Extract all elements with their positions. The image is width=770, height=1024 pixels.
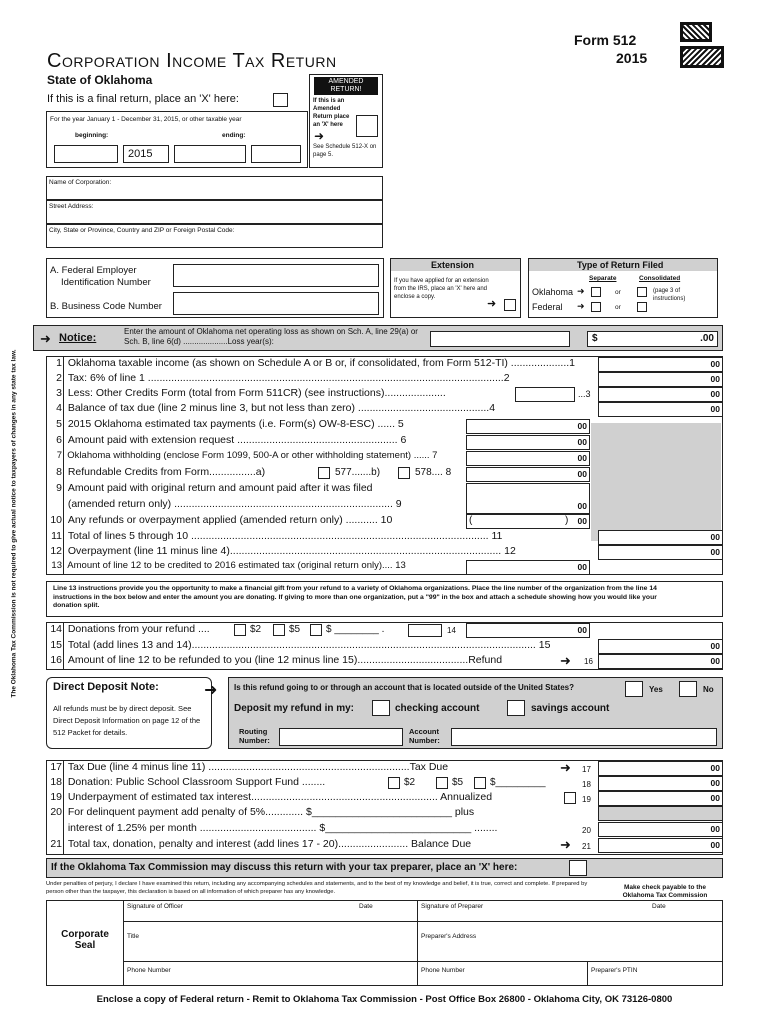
checking-label: checking account [395, 703, 480, 714]
savings-checkbox[interactable] [507, 700, 525, 716]
line-20 [50, 806, 595, 823]
no-label: No [703, 685, 714, 694]
school-5-checkbox[interactable] [436, 777, 448, 789]
line-num: 4 [56, 402, 62, 414]
line-num: 18 [50, 776, 62, 788]
ok-consolidated-checkbox[interactable] [637, 287, 647, 297]
line-19-amount[interactable] [598, 791, 723, 806]
side-note: The Oklahoma Tax Commission is not required to give actual notice to taxpayers of changes in any state tax law. [10, 349, 18, 698]
line-num: 10 [50, 514, 62, 526]
arrow-icon: ➜ [577, 286, 585, 296]
line-20b [50, 822, 580, 839]
yes-label: Yes [649, 685, 663, 694]
arrow-icon: ➜ [560, 837, 571, 852]
cents: 00 [577, 453, 587, 463]
donation-5-label: $5 [289, 624, 301, 635]
form-title: Corporation Income Tax Return [47, 50, 337, 72]
cents: 00 [710, 404, 720, 414]
tax-year-text: For the year January 1 - December 31, 2015, or other taxable year [50, 116, 242, 123]
donation-5-checkbox[interactable] [273, 624, 285, 636]
line-6 [50, 434, 465, 451]
line-3-amount[interactable] [598, 387, 723, 402]
end-date-input[interactable] [174, 145, 246, 163]
line-text: 2015 Oklahoma estimated tax payments (i.e. Form(s) OW-8-ESC) ...... 5 [67, 418, 404, 430]
extension-text: If you have applied for an extension from the IRS, place an 'X' here and enclose a copy. [394, 278, 489, 300]
line-5 [50, 418, 465, 435]
return-type-note: (page 3 of instructions) [653, 288, 686, 302]
line-text: Donation: Public School Classroom Support Fund ........ [67, 776, 326, 788]
routing-input[interactable] [279, 728, 403, 746]
beginning-label: beginning: [75, 132, 109, 139]
or-label: or [615, 289, 621, 296]
line-text: Amount of line 12 to be refunded to you (line 12 minus line 15)......................................Refund [67, 654, 503, 666]
amended-text: If this is an Amended Return place an 'X' here [313, 98, 350, 128]
corp-name-label: Name of Corporation: [49, 179, 112, 186]
cents: 00 [710, 547, 720, 557]
line-18-amount[interactable] [598, 776, 723, 791]
cents: 00 [577, 516, 587, 526]
line-21-num: 21 [582, 842, 591, 851]
line-17-amount[interactable] [598, 761, 723, 776]
preparer-question-bar [46, 858, 723, 878]
line-num: 6 [56, 434, 62, 446]
begin-date-input[interactable] [54, 145, 118, 163]
city-label: City, State or Province, Country and ZIP or Foreign Postal Code: [49, 227, 235, 234]
line-16-num: 16 [584, 657, 593, 666]
qr-code-icon-2 [680, 46, 724, 68]
officer-title-label: Title [127, 933, 140, 940]
org-number-input[interactable] [408, 624, 442, 637]
line-4-amount[interactable] [598, 402, 723, 417]
line-1-amount[interactable] [598, 357, 723, 372]
school-2-label: $2 [404, 777, 416, 788]
line-text: Amount paid with extension request ....................................................... 6 [67, 434, 407, 446]
arrow-icon: ➜ [314, 129, 325, 143]
line-4 [50, 402, 595, 419]
line-13 [50, 560, 465, 577]
final-return-label: If this is a final return, place an 'X' here: [47, 93, 239, 105]
line-3-input[interactable] [515, 387, 575, 402]
notice-text: Enter the amount of Oklahoma net operating loss as shown on Sch. A, line 29(a) or Sch. B, line 6(d) ....................Loss year(s): [124, 327, 418, 346]
line-text: Donations from your refund .... [67, 623, 210, 635]
line-text: interest of 1.25% per month ........................................ $_________________________ ........ [67, 822, 498, 834]
final-return-checkbox[interactable] [273, 93, 288, 107]
qr-code-icon [680, 22, 712, 42]
notice-label: Notice: [59, 332, 97, 344]
direct-deposit-note [46, 677, 212, 749]
fein-label: A. Federal Employer [50, 265, 137, 276]
account-label: Account Number: [409, 727, 440, 745]
line-19-num: 19 [582, 795, 591, 804]
line-num: 17 [50, 761, 62, 773]
account-input[interactable] [451, 728, 717, 746]
corporate-seal: Corporate Seal [61, 929, 109, 951]
arrow-icon: ➜ [204, 682, 218, 699]
line-14 [50, 623, 240, 640]
return-type-box [528, 258, 718, 318]
line-6-input[interactable] [466, 435, 590, 450]
line-8-input[interactable] [466, 467, 590, 482]
city-field[interactable] [46, 224, 383, 248]
form-number: Form 512 [574, 32, 637, 48]
deposit-in-label: Deposit my refund in my: [234, 703, 355, 714]
begin-year-input[interactable]: 2015 [123, 145, 169, 163]
bcn-input[interactable] [173, 292, 379, 315]
preparer-date-label: Date [652, 903, 666, 910]
line-text: Overpayment (line 11 minus line 4)............................................................................................. 12 [67, 545, 516, 557]
line-num: 5 [56, 418, 62, 430]
donation-2-checkbox[interactable] [234, 624, 246, 636]
amended-box [309, 74, 383, 168]
officer-signature-label: Signature of Officer [127, 903, 183, 910]
form-578-checkbox[interactable] [398, 467, 410, 479]
donation-other-checkbox[interactable] [310, 624, 322, 636]
line-text: For delinquent payment add penalty of 5%............. $________________________ plus [67, 806, 475, 818]
ok-separate-checkbox[interactable] [591, 287, 601, 297]
fein-label-2: Identification Number [61, 277, 151, 288]
line-11-amount[interactable] [598, 530, 723, 545]
line-16 [50, 654, 578, 671]
tax-year-box [46, 111, 308, 168]
payable-note: Make check payable to the Oklahoma Tax Commission [622, 884, 708, 899]
end-date-input-2[interactable] [251, 145, 301, 163]
amended-checkbox[interactable] [356, 115, 378, 137]
amended-see: See Schedule 512-X on page 5. [313, 144, 377, 158]
arrow-icon: ➜ [560, 653, 571, 668]
annualized-checkbox[interactable] [564, 792, 576, 804]
line-13-input[interactable] [466, 560, 590, 575]
line-5-input[interactable] [466, 419, 590, 434]
cents: 00 [710, 374, 720, 384]
form-577-checkbox[interactable] [318, 467, 330, 479]
perjury-text: Under penalties of perjury, I declare I have examined this return, including any accompanying schedules and statements, and to the best of my knowledge and belief, it is true, correct and complete. If prepared by person other than the taxpayer, this declaration is based on all information of which preparer has any knowledge. [46, 881, 588, 895]
foreign-yes-checkbox[interactable] [625, 681, 643, 697]
donation-2-label: $2 [250, 624, 262, 635]
line-8-a: 577.......b) [335, 467, 381, 478]
oklahoma-label: Oklahoma [532, 287, 574, 297]
line-num: 1 [56, 357, 62, 369]
dollar-sign: $ [592, 333, 598, 344]
preparer-checkbox[interactable] [569, 860, 587, 876]
cents: 00 [577, 625, 587, 635]
line-text: Oklahoma withholding (enclose Form 1099, 500-A or other withholding statement) ...... 7 [67, 450, 438, 461]
school-other-label: $_________ [490, 777, 546, 788]
cents: 00 [710, 389, 720, 399]
arrow-icon: ➜ [577, 301, 585, 311]
arrow-icon: ➜ [560, 760, 571, 775]
line-num: 19 [50, 791, 62, 803]
line-text: Tax: 6% of line 1 ..........................................................................................................................2 [67, 372, 510, 384]
line-text: Total of lines 5 through 10 ...................................................................................................... 11 [67, 530, 503, 542]
donation-note: Line 13 instructions provide you the opportunity to make a financial gift from your refund to a variety of Oklahoma organizations. Place the line number of the organization from the line 14 instructions in the box below and enter the amount you are donating. If giving to more than one organization, put a "99" in the box and attach a schedule showing how you would like your donation split. [53, 585, 657, 609]
extension-title: Extension [431, 260, 475, 270]
cents: 00 [710, 840, 720, 850]
line-14-num: 14 [447, 626, 456, 635]
ending-label: ending: [222, 132, 246, 139]
line-21-amount[interactable] [598, 838, 723, 853]
cents: 00 [710, 656, 720, 666]
arrow-icon: ➜ [40, 331, 51, 346]
line-14-input[interactable] [466, 623, 590, 638]
line-20-num: 20 [582, 826, 591, 835]
cents: 00 [710, 824, 720, 834]
fed-separate-checkbox[interactable] [591, 302, 601, 312]
line-7-input[interactable] [466, 451, 590, 466]
fein-input[interactable] [173, 264, 379, 287]
preparer-question: If the Oklahoma Tax Commission may discuss this return with your tax preparer, place an 'X' here: [51, 862, 518, 873]
form-year: 2015 [616, 50, 648, 66]
line-12-amount[interactable] [598, 545, 723, 560]
savings-label: savings account [531, 703, 610, 714]
preparer-address-label: Preparer's Address [421, 933, 477, 940]
school-5-label: $5 [452, 777, 464, 788]
cents: 00 [710, 793, 720, 803]
line-num: 15 [50, 639, 62, 651]
line-text: Amount paid with original return and amount paid after it was filed [67, 482, 373, 494]
preparer-signature-label: Signature of Preparer [421, 903, 484, 910]
line-text: Total (add lines 13 and 14)...................................................................................................................... 15 [67, 639, 551, 651]
donation-other-label: $ ________ . [326, 624, 385, 635]
preparer-phone-label: Phone Number [421, 967, 465, 974]
or-label: or [615, 304, 621, 311]
street-field[interactable] [46, 200, 383, 224]
line-text: Total tax, donation, penalty and interest (add lines 17 - 20)........................ Balance Due [67, 838, 472, 850]
corp-name-field[interactable] [46, 176, 383, 200]
line-21 [50, 838, 562, 855]
federal-label: Federal [532, 302, 563, 312]
line-2-amount[interactable] [598, 372, 723, 387]
return-type-title: Type of Return Filed [577, 260, 664, 270]
cents: 00 [577, 437, 587, 447]
consolidated-label: Consolidated [639, 275, 681, 282]
line-text: Balance of tax due (line 2 minus line 3, but not less than zero) .............................................4 [67, 402, 496, 414]
cents: 00 [710, 641, 720, 651]
cents: 00 [577, 562, 587, 572]
donation-note-box [46, 581, 723, 617]
line-20-amount[interactable] [598, 822, 723, 837]
cents: 00 [577, 469, 587, 479]
line-num: 7 [56, 450, 62, 461]
cents: 00 [710, 778, 720, 788]
line-num: 12 [50, 545, 62, 557]
bcn-label: B. Business Code Number [50, 301, 162, 312]
ptin-label: Preparer's PTIN [591, 967, 638, 974]
line-17-num: 17 [582, 765, 591, 774]
line-8 [50, 466, 320, 483]
line-16-amount[interactable] [598, 654, 723, 669]
line-20-shade [598, 806, 723, 821]
deposit-title: Direct Deposit Note: [53, 681, 159, 693]
line-7 [50, 450, 465, 467]
line-text: Underpayment of estimated tax interest................................................................ Annualized [67, 791, 493, 803]
extension-checkbox[interactable] [504, 299, 516, 311]
cents: 00 [577, 501, 587, 511]
nol-amount-input[interactable] [587, 331, 718, 347]
line-text: Amount of line 12 to be credited to 2016 estimated tax (original return only).... 13 [67, 560, 406, 571]
fed-consolidated-checkbox[interactable] [637, 302, 647, 312]
line-num: 3 [56, 387, 62, 399]
line-18-num: 18 [582, 780, 591, 789]
routing-label: Routing Number: [239, 727, 270, 745]
loss-years-input[interactable] [430, 331, 570, 347]
line-num: 9 [56, 482, 62, 494]
officer-phone-label: Phone Number [127, 967, 171, 974]
nol-amount: .00 [700, 333, 714, 344]
fein-section [46, 258, 384, 318]
line-9 [50, 482, 465, 499]
line-text: Oklahoma taxable income (as shown on Schedule A or B or, if consolidated, from Form 512-TI) ....................1 [67, 357, 575, 369]
line-num: 8 [56, 466, 62, 478]
street-label: Street Address: [49, 203, 94, 210]
deposit-panel [228, 677, 723, 749]
line-text: (amended return only) ........................................................................... 9 [67, 498, 402, 510]
line-num: 11 [51, 530, 62, 542]
school-other-checkbox[interactable] [474, 777, 486, 789]
foreign-question: Is this refund going to or through an account that is located outside of the United States? [234, 683, 575, 692]
amended-badge: AMENDED RETURN! [314, 77, 378, 95]
line-10 [50, 514, 465, 531]
line-10-input[interactable]: ( ) 00 [466, 514, 590, 529]
line-num: 2 [56, 372, 62, 384]
cents: 00 [710, 763, 720, 773]
school-2-checkbox[interactable] [388, 777, 400, 789]
footer-text: Enclose a copy of Federal return - Remit to Oklahoma Tax Commission - Post Office Box 26800 - Oklahoma City, OK 73126-0800 [96, 994, 673, 1005]
line-num: 20 [50, 806, 62, 818]
separate-label: Separate [589, 275, 617, 282]
cents: 00 [710, 359, 720, 369]
line-text: Less: Other Credits Form (total from Form 511CR) (see instructions)..................... [67, 387, 446, 399]
signature-section [46, 900, 723, 986]
state-label: State of Oklahoma [47, 73, 153, 87]
deposit-note: All refunds must be by direct deposit. See Direct Deposit Information on page 12 of the 512 Packet for details. [53, 704, 201, 737]
checking-checkbox[interactable] [372, 700, 390, 716]
cents: 00 [710, 532, 720, 542]
line-8-b: 578.... 8 [415, 467, 452, 478]
line-text: Any refunds or overpayment applied (amended return only) ........... 10 [67, 514, 393, 526]
officer-date-label: Date [359, 903, 373, 910]
line-3-suffix: ...3 [578, 389, 591, 399]
extension-box [390, 258, 521, 318]
line-num: 16 [50, 654, 62, 666]
line-num: 13 [51, 560, 62, 571]
foreign-no-checkbox[interactable] [679, 681, 697, 697]
line-num: 14 [50, 623, 62, 635]
line-text: Tax Due (line 4 minus line 11) .....................................................................Tax Due [67, 761, 449, 773]
cents: 00 [577, 421, 587, 431]
line-15-amount[interactable] [598, 639, 723, 654]
line-9b [50, 498, 465, 515]
line-text: Refundable Credits from Form................a) [67, 466, 266, 478]
line-num: 21 [50, 838, 62, 850]
notice-bar [33, 325, 723, 351]
arrow-icon: ➜ [487, 298, 497, 310]
line-9-input[interactable] [466, 483, 590, 514]
